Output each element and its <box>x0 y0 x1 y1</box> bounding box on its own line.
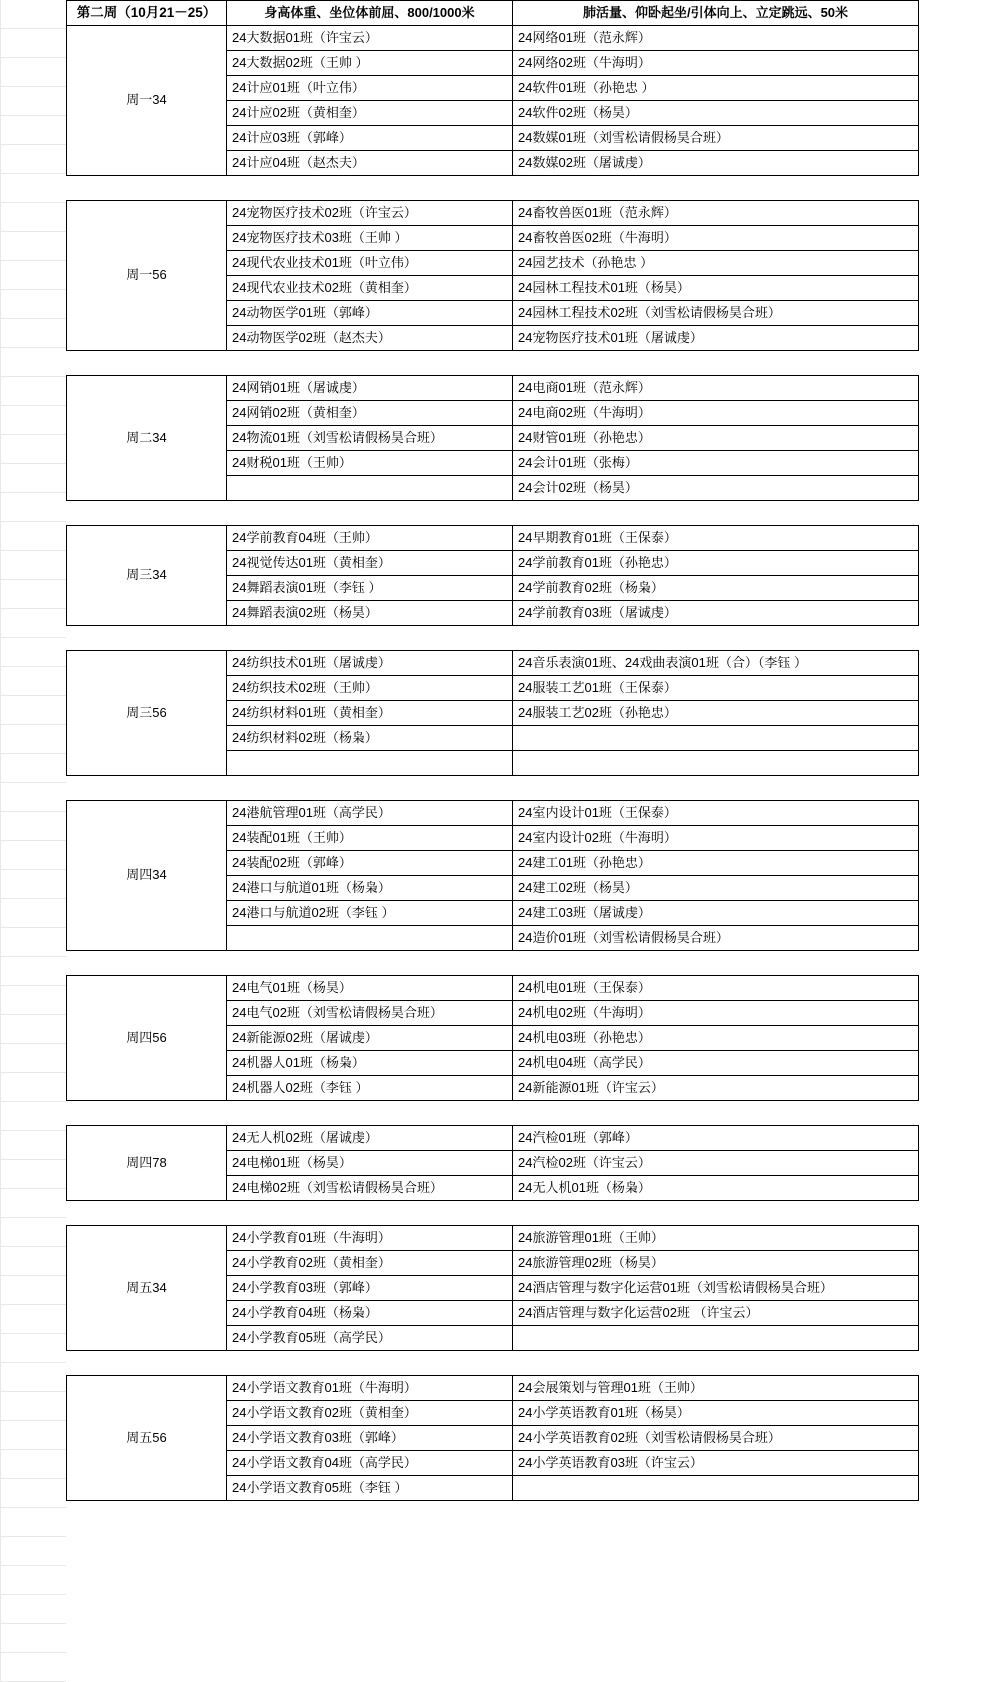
class-cell-left: 24小学语文教育04班（高学民） <box>227 1451 513 1476</box>
class-cell-right: 24服装工艺01班（王保泰） <box>513 676 919 701</box>
class-cell-right <box>513 726 919 751</box>
day-period-cell: 周四34 <box>67 801 227 951</box>
class-cell-left: 24纺织技术01班（屠诚虔） <box>227 651 513 676</box>
class-cell-right: 24建工03班（屠诚虔） <box>513 901 919 926</box>
class-cell-left: 24网销02班（黄相奎） <box>227 401 513 426</box>
spacer-cell <box>513 351 919 376</box>
header-left-group-cell: 身高体重、坐位体前屈、800/1000米 <box>227 1 513 26</box>
class-cell-left: 24大数据02班（王帅 ） <box>227 51 513 76</box>
spacer-cell <box>513 626 919 651</box>
table-row <box>67 26 919 51</box>
class-cell-left: 24电气02班（刘雪松请假杨昊合班） <box>227 1001 513 1026</box>
class-cell-left: 24纺织材料02班（杨枭） <box>227 726 513 751</box>
class-cell-right: 24会展策划与管理01班（王帅） <box>513 1376 919 1401</box>
class-cell-left: 24计应04班（赵杰夫） <box>227 151 513 176</box>
class-cell-right <box>513 1476 919 1501</box>
spacer-cell <box>227 176 513 201</box>
spacer-cell <box>67 176 227 201</box>
class-cell-left: 24小学教育04班（杨枭） <box>227 1301 513 1326</box>
class-cell-left: 24大数据01班（许宝云） <box>227 26 513 51</box>
class-cell-left <box>227 926 513 951</box>
block-spacer-row <box>67 176 919 201</box>
class-cell-left: 24动物医学01班（郭峰） <box>227 301 513 326</box>
class-cell-left: 24小学教育01班（牛海明） <box>227 1226 513 1251</box>
row-gutter <box>0 0 66 1682</box>
class-cell-right: 24旅游管理02班（杨昊） <box>513 1251 919 1276</box>
class-cell-left: 24新能源02班（屠诚虔） <box>227 1026 513 1051</box>
class-cell-right: 24数媒01班（刘雪松请假杨昊合班） <box>513 126 919 151</box>
class-cell-left: 24小学教育03班（郭峰） <box>227 1276 513 1301</box>
class-cell-left: 24纺织技术02班（王帅） <box>227 676 513 701</box>
day-period-cell: 周一34 <box>67 26 227 176</box>
class-cell-right: 24音乐表演01班、24戏曲表演01班（合）（李钰 ） <box>513 651 919 676</box>
class-cell-right: 24电商01班（范永辉） <box>513 376 919 401</box>
class-cell-right: 24会计02班（杨昊） <box>513 476 919 501</box>
table-row <box>67 376 919 401</box>
spacer-cell <box>67 1351 227 1376</box>
spacer-cell <box>227 626 513 651</box>
class-cell-left: 24小学教育02班（黄相奎） <box>227 1251 513 1276</box>
class-cell-right: 24机电01班（王保泰） <box>513 976 919 1001</box>
header-right-group-cell: 肺活量、仰卧起坐/引体向上、立定跳远、50米 <box>513 1 919 26</box>
class-cell-left: 24电气01班（杨昊） <box>227 976 513 1001</box>
class-cell-right: 24园艺技术（孙艳忠 ） <box>513 251 919 276</box>
class-cell-left: 24计应01班（叶立伟） <box>227 76 513 101</box>
class-cell-left: 24电梯02班（刘雪松请假杨昊合班） <box>227 1176 513 1201</box>
class-cell-right: 24新能源01班（许宝云） <box>513 1076 919 1101</box>
spacer-cell <box>67 1201 227 1226</box>
table-row <box>67 1376 919 1401</box>
class-cell-right: 24汽检02班（许宝云） <box>513 1151 919 1176</box>
class-cell-left: 24机器人02班（李钰 ） <box>227 1076 513 1101</box>
day-period-cell: 周一56 <box>67 201 227 351</box>
block-spacer-row <box>67 1201 919 1226</box>
class-cell-right: 24机电02班（牛海明） <box>513 1001 919 1026</box>
class-cell-left: 24装配01班（王帅） <box>227 826 513 851</box>
class-cell-right: 24小学英语教育03班（许宝云） <box>513 1451 919 1476</box>
header-week-cell: 第二周（10月21－25） <box>67 1 227 26</box>
class-cell-right: 24小学英语教育01班（杨昊） <box>513 1401 919 1426</box>
class-cell-right: 24酒店管理与数字化运营02班 （许宝云） <box>513 1301 919 1326</box>
spacer-cell <box>227 776 513 801</box>
class-cell-left: 24小学语文教育03班（郭峰） <box>227 1426 513 1451</box>
spacer-cell <box>513 776 919 801</box>
class-cell-right: 24早期教育01班（王保泰） <box>513 526 919 551</box>
spacer-cell <box>513 951 919 976</box>
table-row <box>67 526 919 551</box>
spacer-cell <box>67 1101 227 1126</box>
class-cell-left: 24宠物医疗技术03班（王帅 ） <box>227 226 513 251</box>
spacer-cell <box>67 951 227 976</box>
class-cell-right: 24机电04班（高学民） <box>513 1051 919 1076</box>
class-cell-right: 24服装工艺02班（孙艳忠） <box>513 701 919 726</box>
class-cell-right: 24电商02班（牛海明） <box>513 401 919 426</box>
spacer-cell <box>227 351 513 376</box>
class-cell-left: 24装配02班（郭峰） <box>227 851 513 876</box>
block-spacer-row <box>67 776 919 801</box>
block-spacer-row <box>67 951 919 976</box>
table-row <box>67 201 919 226</box>
spacer-cell <box>513 176 919 201</box>
spacer-cell <box>67 351 227 376</box>
class-cell-right: 24宠物医疗技术01班（屠诚虔） <box>513 326 919 351</box>
spacer-cell <box>227 501 513 526</box>
class-cell-right: 24学前教育02班（杨枭） <box>513 576 919 601</box>
class-cell-right <box>513 751 919 776</box>
schedule-table-body <box>67 1 919 1501</box>
class-cell-left <box>227 751 513 776</box>
class-cell-left: 24宠物医疗技术02班（许宝云） <box>227 201 513 226</box>
class-cell-left: 24视觉传达01班（黄相奎） <box>227 551 513 576</box>
class-cell-left <box>227 476 513 501</box>
spacer-cell <box>513 501 919 526</box>
class-cell-right: 24畜牧兽医02班（牛海明） <box>513 226 919 251</box>
spacer-cell <box>513 1351 919 1376</box>
class-cell-right <box>513 1326 919 1351</box>
table-row <box>67 976 919 1001</box>
spacer-cell <box>227 1351 513 1376</box>
class-cell-left: 24小学语文教育02班（黄相奎） <box>227 1401 513 1426</box>
spacer-cell <box>227 1201 513 1226</box>
class-cell-right: 24网络02班（牛海明） <box>513 51 919 76</box>
schedule-table <box>66 0 919 1501</box>
class-cell-right: 24园林工程技术02班（刘雪松请假杨昊合班） <box>513 301 919 326</box>
class-cell-left: 24网销01班（屠诚虔） <box>227 376 513 401</box>
class-cell-right: 24室内设计02班（牛海明） <box>513 826 919 851</box>
class-cell-right: 24造价01班（刘雪松请假杨昊合班） <box>513 926 919 951</box>
class-cell-left: 24舞蹈表演02班（杨昊） <box>227 601 513 626</box>
class-cell-left: 24机器人01班（杨枭） <box>227 1051 513 1076</box>
class-cell-left: 24小学语文教育05班（李钰 ） <box>227 1476 513 1501</box>
class-cell-right: 24小学英语教育02班（刘雪松请假杨昊合班） <box>513 1426 919 1451</box>
class-cell-right: 24网络01班（范永辉） <box>513 26 919 51</box>
class-cell-right: 24会计01班（张梅） <box>513 451 919 476</box>
table-row <box>67 1126 919 1151</box>
class-cell-left: 24现代农业技术02班（黄相奎） <box>227 276 513 301</box>
class-cell-left: 24学前教育04班（王帅） <box>227 526 513 551</box>
day-period-cell: 周四56 <box>67 976 227 1101</box>
day-period-cell: 周五34 <box>67 1226 227 1351</box>
class-cell-right: 24旅游管理01班（王帅） <box>513 1226 919 1251</box>
day-period-cell: 周五56 <box>67 1376 227 1501</box>
day-period-cell: 周三34 <box>67 526 227 626</box>
class-cell-right: 24软件01班（孙艳忠 ） <box>513 76 919 101</box>
block-spacer-row <box>67 501 919 526</box>
class-cell-right: 24汽检01班（郭峰） <box>513 1126 919 1151</box>
class-cell-right: 24无人机01班（杨枭） <box>513 1176 919 1201</box>
table-row <box>67 651 919 676</box>
class-cell-right: 24室内设计01班（王保泰） <box>513 801 919 826</box>
table-header-row <box>67 1 919 26</box>
class-cell-left: 24小学教育05班（高学民） <box>227 1326 513 1351</box>
class-cell-right: 24学前教育03班（屠诚虔） <box>513 601 919 626</box>
class-cell-left: 24港口与航道01班（杨枭） <box>227 876 513 901</box>
class-cell-left: 24电梯01班（杨昊） <box>227 1151 513 1176</box>
class-cell-left: 24无人机02班（屠诚虔） <box>227 1126 513 1151</box>
class-cell-left: 24舞蹈表演01班（李钰 ） <box>227 576 513 601</box>
block-spacer-row <box>67 1351 919 1376</box>
class-cell-left: 24财税01班（王帅） <box>227 451 513 476</box>
table-row <box>67 801 919 826</box>
table-row <box>67 1226 919 1251</box>
class-cell-left: 24港口与航道02班（李钰 ） <box>227 901 513 926</box>
class-cell-left: 24动物医学02班（赵杰夫） <box>227 326 513 351</box>
class-cell-left: 24现代农业技术01班（叶立伟） <box>227 251 513 276</box>
class-cell-right: 24学前教育01班（孙艳忠） <box>513 551 919 576</box>
class-cell-right: 24酒店管理与数字化运营01班（刘雪松请假杨昊合班） <box>513 1276 919 1301</box>
block-spacer-row <box>67 626 919 651</box>
spacer-cell <box>67 501 227 526</box>
class-cell-left: 24港航管理01班（高学民） <box>227 801 513 826</box>
class-cell-right: 24软件02班（杨昊） <box>513 101 919 126</box>
class-cell-left: 24纺织材料01班（黄相奎） <box>227 701 513 726</box>
spacer-cell <box>67 776 227 801</box>
spacer-cell <box>513 1101 919 1126</box>
day-period-cell: 周三56 <box>67 651 227 776</box>
class-cell-right: 24数媒02班（屠诚虔） <box>513 151 919 176</box>
class-cell-left: 24计应03班（郭峰） <box>227 126 513 151</box>
class-cell-left: 24计应02班（黄相奎） <box>227 101 513 126</box>
day-period-cell: 周二34 <box>67 376 227 501</box>
spacer-cell <box>227 951 513 976</box>
class-cell-right: 24畜牧兽医01班（范永辉） <box>513 201 919 226</box>
class-cell-left: 24小学语文教育01班（牛海明） <box>227 1376 513 1401</box>
class-cell-right: 24财管01班（孙艳忠） <box>513 426 919 451</box>
class-cell-left: 24物流01班（刘雪松请假杨昊合班） <box>227 426 513 451</box>
class-cell-right: 24机电03班（孙艳忠） <box>513 1026 919 1051</box>
class-cell-right: 24建工01班（孙艳忠） <box>513 851 919 876</box>
block-spacer-row <box>67 1101 919 1126</box>
class-cell-right: 24园林工程技术01班（杨昊） <box>513 276 919 301</box>
spacer-cell <box>67 626 227 651</box>
day-period-cell: 周四78 <box>67 1126 227 1201</box>
spacer-cell <box>513 1201 919 1226</box>
class-cell-right: 24建工02班（杨昊） <box>513 876 919 901</box>
block-spacer-row <box>67 351 919 376</box>
spacer-cell <box>227 1101 513 1126</box>
